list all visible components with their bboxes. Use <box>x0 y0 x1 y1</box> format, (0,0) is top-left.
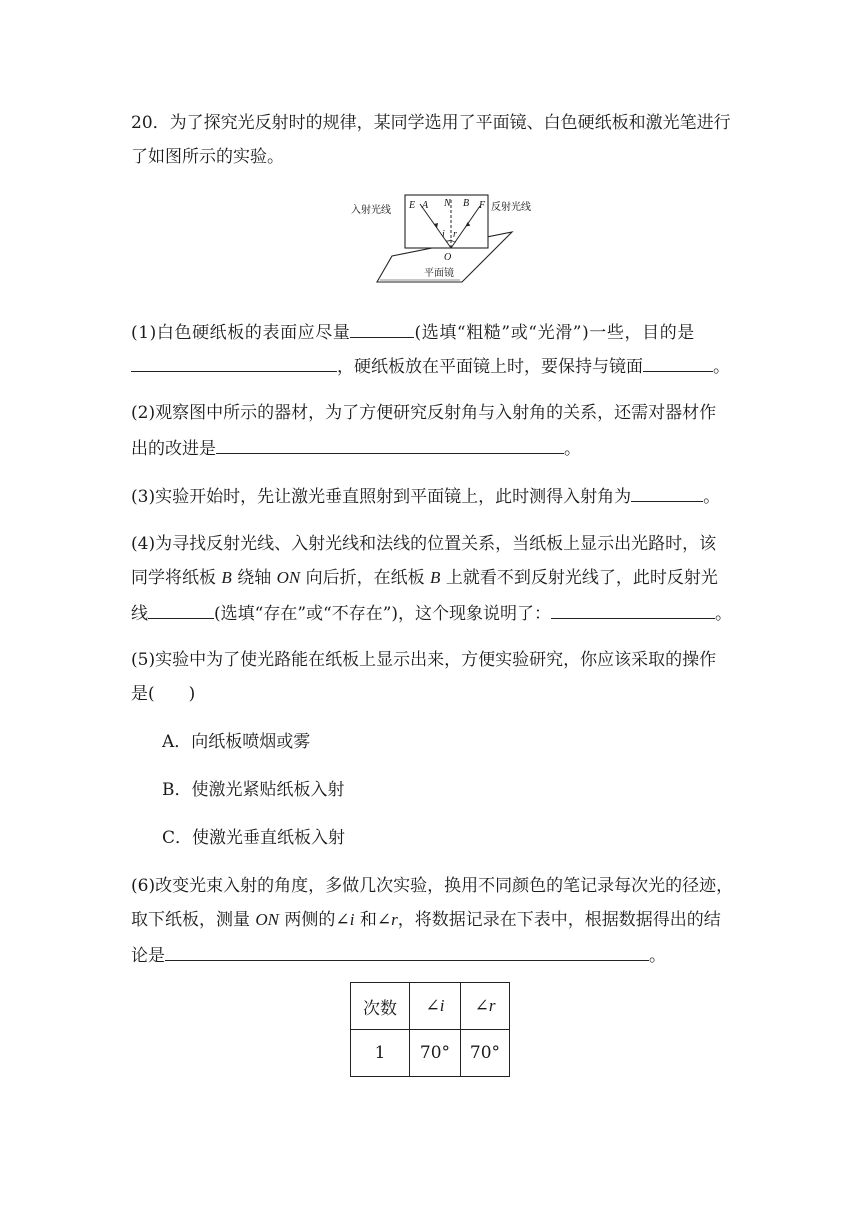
table-header-row <box>351 983 510 1030</box>
question-intro-line-1 <box>131 111 731 135</box>
table-cell: 70° <box>461 1030 510 1077</box>
part-4-line-3 <box>131 600 731 626</box>
part-1-line-1 <box>131 319 731 345</box>
part-2-line-1 <box>131 401 731 425</box>
part-6-text-c: 两侧的∠ <box>279 910 350 930</box>
var-r: r <box>391 910 398 929</box>
question-intro-line-2 <box>131 145 731 169</box>
part-6-line-1 <box>131 874 734 898</box>
header-var-r: r <box>488 996 496 1015</box>
answer-blank-2[interactable] <box>131 353 337 372</box>
part-6-text-a: (6)改变光束入射的角度，多做几次实验，换用不同颜色的笔记录每次光的径迹， <box>131 876 734 896</box>
part-1-text-c: ，硬纸板放在平面镜上时，要保持与镜面 <box>337 357 643 377</box>
answer-blank-3[interactable] <box>643 353 713 372</box>
question-number: 20． <box>131 113 170 133</box>
option-c[interactable] <box>162 826 762 850</box>
var-b-2: B <box>430 568 441 587</box>
part-4-text-h: 。 <box>715 604 733 624</box>
answer-blank-6[interactable] <box>148 600 214 619</box>
table-cell: 70° <box>410 1030 461 1077</box>
part-4-text-a: (4)为寻找反射光线、入射光线和法线的位置关系，当纸板上显示出光路时，该 <box>131 534 717 554</box>
part-6-text-f: 论是 <box>131 946 165 966</box>
header-angle-r <box>461 983 510 1030</box>
answer-blank-8[interactable] <box>165 942 649 961</box>
part-1-line-2 <box>131 353 731 379</box>
angle-symbol-r: ∠ <box>474 996 489 1016</box>
part-5-line-2 <box>131 682 731 706</box>
option-a[interactable] <box>162 730 762 754</box>
option-c-label: C．使激光垂直纸板入射 <box>162 828 346 848</box>
answer-blank-7[interactable] <box>551 600 715 619</box>
answer-blank-5[interactable] <box>631 483 703 502</box>
header-count-label: 次数 <box>363 998 397 1019</box>
part-6-text-d: 和∠ <box>354 910 392 930</box>
var-on-2: ON <box>255 910 280 929</box>
answer-blank-1[interactable] <box>350 319 414 338</box>
part-4-text-b: 同学将纸板 <box>131 568 222 588</box>
part-4-text-e: 上就看不到反射光线了，此时反射光 <box>440 568 718 588</box>
experiment-figure <box>352 192 542 288</box>
letter-r: r <box>453 229 457 240</box>
letter-o: O <box>444 252 452 263</box>
reflected-ray-label: 反射光线 <box>491 202 531 213</box>
letter-a: A <box>422 200 429 211</box>
part-4-line-2 <box>131 566 731 590</box>
incident-ray-label: 入射光线 <box>351 205 391 216</box>
table-cell: 1 <box>351 1030 410 1077</box>
part-6-line-2 <box>131 908 731 932</box>
part-6-text-e: ，将数据记录在下表中，根据数据得出的结 <box>397 910 721 930</box>
part-4-text-d: 向后折，在纸板 <box>300 568 431 588</box>
intro-text-2: 了如图所示的实验。 <box>131 147 284 167</box>
part-1-text-b: (选填“粗糙”或“光滑”)一些，目的是 <box>414 323 695 343</box>
option-b-label: B．使激光紧贴纸板入射 <box>162 780 345 800</box>
part-4-text-f: 线 <box>131 604 148 624</box>
part-3-line <box>131 483 731 509</box>
data-table <box>350 982 510 1077</box>
header-angle-i <box>410 983 461 1030</box>
part-5-line-1 <box>131 648 731 672</box>
part-1-text-a: (1)白色硬纸板的表面应尽量 <box>131 323 351 343</box>
part-5-text-a: (5)实验中为了使光路能在纸板上显示出来，方便实验研究，你应该采取的操作 <box>131 650 717 670</box>
part-2-text-c: 。 <box>564 439 581 459</box>
var-b: B <box>221 568 232 587</box>
letter-n: N <box>444 198 451 209</box>
letter-b: B <box>463 198 470 209</box>
angle-symbol-i: ∠ <box>425 996 440 1016</box>
letter-f: F <box>479 200 486 211</box>
part-3-text-a: (3)实验开始时，先让激光垂直照射到平面镜上，此时测得入射角为 <box>131 487 632 507</box>
letter-i: i <box>442 229 445 240</box>
part-2-text-b: 出的改进是 <box>131 439 216 459</box>
var-i: i <box>349 910 355 929</box>
part-3-text-b: 。 <box>703 487 721 507</box>
option-b[interactable] <box>162 778 762 802</box>
option-a-label: A．向纸板喷烟或雾 <box>162 732 311 752</box>
intro-text-1: 为了探究光反射时的规律，某同学选用了平面镜、白色硬纸板和激光笔进行 <box>169 113 731 133</box>
header-var-i: i <box>439 996 445 1015</box>
part-5-text-b: 是( ) <box>131 684 196 704</box>
var-on: ON <box>276 568 301 587</box>
header-count <box>351 983 410 1030</box>
part-6-text-b: 取下纸板，测量 <box>131 910 256 930</box>
part-4-line-1 <box>131 532 731 556</box>
answer-blank-4[interactable] <box>216 435 564 454</box>
mirror-label: 平面镜 <box>424 268 454 279</box>
part-4-text-g: (选填“存在”或“不存在”)，这个现象说明了： <box>214 604 552 624</box>
part-2-line-2 <box>131 435 731 461</box>
table-row <box>351 1030 510 1077</box>
letter-e: E <box>409 200 416 211</box>
part-6-text-g: 。 <box>649 946 666 966</box>
part-6-line-3 <box>131 942 731 968</box>
part-2-text-a: (2)观察图中所示的器材，为了方便研究反射角与入射角的关系，还需对器材作 <box>131 403 717 423</box>
part-1-text-d: 。 <box>713 357 730 377</box>
part-4-text-c: 绕轴 <box>231 568 277 588</box>
